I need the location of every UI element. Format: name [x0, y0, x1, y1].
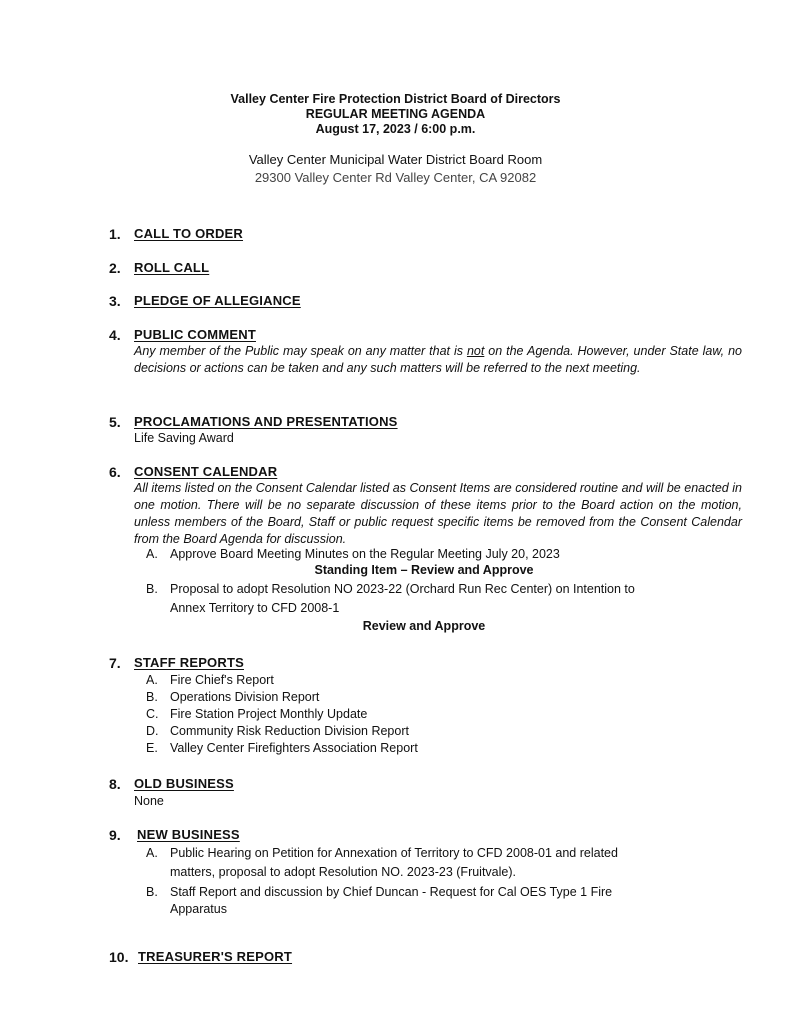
consent-item-b-note: Review and Approve: [362, 619, 486, 633]
section-number: 8.: [109, 776, 121, 792]
board-title: Valley Center Fire Protection District Board of Directors: [230, 92, 561, 106]
section-title: PUBLIC COMMENT: [134, 327, 256, 342]
section-number: 4.: [109, 327, 121, 343]
section-number: 3.: [109, 293, 121, 309]
agenda-page: Valley Center Fire Protection District Board of Directors REGULAR MEETING AGENDA August 17, 2023 / 6:00 p.m. Valley Center Municipal Water District Board Room 29300 Valley Center Rd Valley Center, CA 92082 1. CALL TO ORDER 2. ROLL CALL 3. PLEDGE OF ALLEGIANCE 4. PUBLIC COMMENT Any member of the Public may speak on any matter that is not on the Agenda. However, under State law, no decisions or actions can be taken and any such matters will be referred to the next meeting. 5. PROCLAMATIONS AND PRESENTATIONS Life Saving Award 6. CONSENT CALENDAR All items listed on the Consent Calendar listed as Consent Items are considered routine and will be enacted in one motion. There will be no separate discussion of these items prior to the Board action on the motion, unless members of the Board, Staff or public request specific items be removed from the Consent Calendar from the Board Agenda for discussion. A. Approve Board Meeting Minutes on the Regular Meeting July 20, 2023 Standing Item – Review and Approve B. Proposal to adopt Resolution NO 2023-22 (Orchard Run Rec Center) on Intention to Annex Territory to CFD 2008-1 Review and Approve 7. STAFF REPORTS A. Fire Chief's Report B. Operations Division Report C. Fire Station Project Monthly Update D. Community Risk Reduction Division Report E. Valley Center Firefighters Association Report 8. OLD BUSINESS None 9. NEW BUSINESS A. Public Hearing on Petition for Annexation of Territory to CFD 2008-01 and related matters, proposal to adopt Resolution NO. 2023-23 (Fruitvale). B. Staff Report and discussion by Chief Duncan - Request for Cal OES Type 1 Fire Apparatus 10. TREASURER'S REPORT: [0, 0, 791, 1024]
consent-item-a-note: Standing Item – Review and Approve: [314, 563, 534, 577]
section-title: CONSENT CALENDAR: [134, 464, 278, 479]
section-title: ROLL CALL: [134, 260, 210, 275]
section-title: PROCLAMATIONS AND PRESENTATIONS: [134, 414, 398, 429]
section-number: 1.: [109, 226, 121, 242]
meeting-date-time: August 17, 2023 / 6:00 p.m.: [315, 122, 476, 136]
proclamation-text: Life Saving Award: [134, 431, 234, 445]
section-title: STAFF REPORTS: [134, 655, 244, 670]
section-title: OLD BUSINESS: [134, 776, 234, 791]
section-title: CALL TO ORDER: [134, 226, 244, 241]
section-number: 7.: [109, 655, 121, 671]
item-label: A.: [146, 547, 158, 561]
agenda-header: [0, 92, 791, 187]
old-business-text: None: [134, 794, 164, 808]
section-title: PLEDGE OF ALLEGIANCE: [134, 293, 301, 308]
section-number: 9.: [109, 827, 121, 843]
section-number: 10.: [109, 949, 129, 965]
item-text-line1: Proposal to adopt Resolution NO 2023-22 (Orchard Run Rec Center) on Intention to: [170, 582, 635, 596]
meeting-address: 29300 Valley Center Rd Valley Center, CA 92082: [254, 170, 537, 185]
meeting-venue: Valley Center Municipal Water District Board Room: [248, 152, 543, 167]
item-text: Approve Board Meeting Minutes on the Regular Meeting July 20, 2023: [170, 547, 560, 561]
public-comment-text: Any member of the Public may speak on any matter that is not on the Agenda. However, under State law, no decisions or actions can be taken and any such matters will be referred to the next meeting.: [134, 344, 742, 375]
emphasis-not: not: [466, 344, 485, 358]
section-title: NEW BUSINESS: [137, 827, 240, 842]
section-title: TREASURER'S REPORT: [138, 949, 293, 964]
consent-calendar-text: All items listed on the Consent Calendar listed as Consent Items are considered routine and will be enacted in one motion. There will be no separate discussion of these items prior to the Board action on the motion, unless members of the Board, Staff or public request specific items be removed from the Consent Calendar from the Board Agenda for discussion.: [134, 481, 742, 546]
agenda-type: REGULAR MEETING AGENDA: [305, 107, 486, 121]
item-label: B.: [146, 582, 158, 596]
item-text-line2: Annex Territory to CFD 2008-1: [170, 601, 340, 615]
section-number: 5.: [109, 414, 121, 430]
section-number: 2.: [109, 260, 121, 276]
section-number: 6.: [109, 464, 121, 480]
